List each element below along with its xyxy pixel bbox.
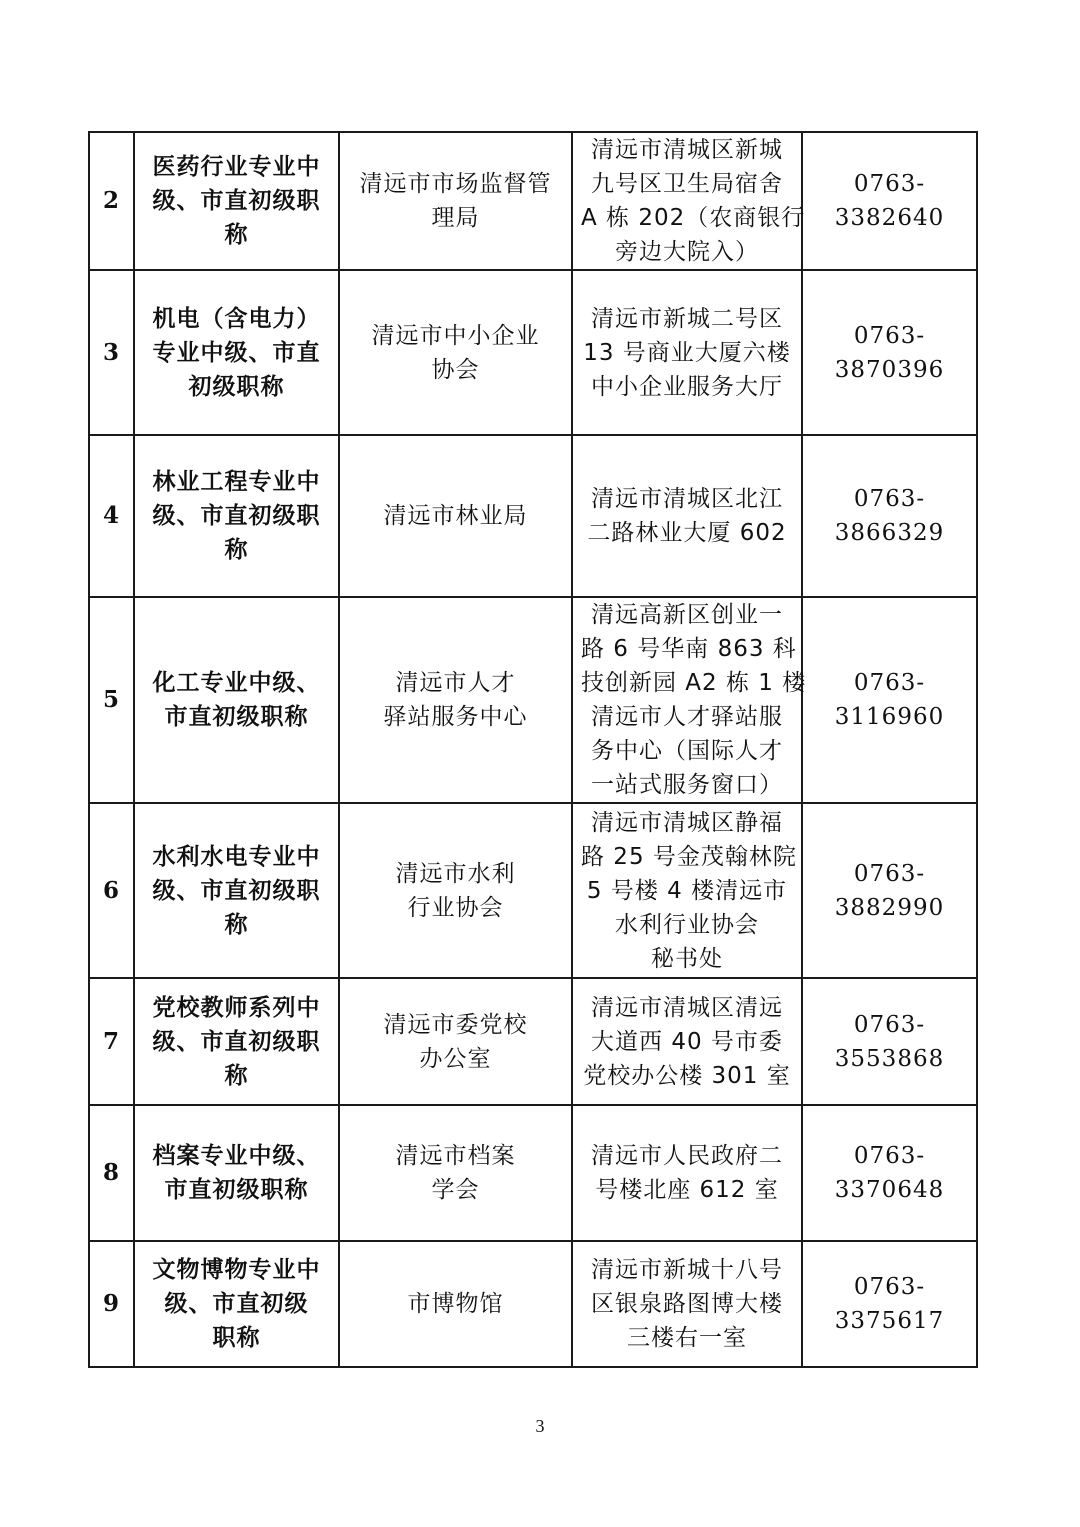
table-row bbox=[89, 132, 977, 270]
category-cell bbox=[134, 1241, 339, 1367]
organization-cell-line: 市博物馆 bbox=[407, 1291, 504, 1317]
category-cell-line: 党校教师系列中 bbox=[152, 994, 321, 1021]
address-cell bbox=[572, 597, 807, 803]
table-row bbox=[89, 1105, 977, 1241]
address-cell bbox=[572, 1241, 802, 1367]
address-cell-line: 清远高新区创业一 bbox=[591, 602, 783, 628]
category-cell-line: 职称 bbox=[212, 1325, 261, 1351]
phone-cell: 0763-3116960 bbox=[802, 597, 977, 803]
address-cell-line: 路 25 号金茂翰林院 bbox=[581, 843, 797, 870]
organization-cell-line: 清远市人才 bbox=[395, 670, 516, 696]
address-cell-line: 中小企业服务大厅 bbox=[591, 373, 783, 400]
address-cell bbox=[572, 435, 802, 597]
category-cell-line: 化工专业中级、 bbox=[152, 670, 321, 696]
address-cell-line: 清远市清城区清远 bbox=[591, 994, 783, 1021]
address-cell-line: 二路林业大厦 602 bbox=[587, 520, 787, 546]
address-cell-line: 九号区卫生局宿舍 bbox=[591, 171, 783, 197]
organization-cell bbox=[339, 270, 572, 435]
organization-cell-line: 清远市水利 bbox=[395, 860, 516, 887]
address-cell bbox=[572, 132, 806, 270]
category-cell bbox=[134, 978, 339, 1105]
organization-cell-line: 理局 bbox=[431, 205, 480, 231]
address-cell-line: 清远市人才驿站服 bbox=[591, 704, 783, 730]
category-cell-line: 级、市直初级职 bbox=[152, 503, 321, 529]
row-number-cell: 6 bbox=[89, 803, 134, 978]
organization-cell-line: 办公室 bbox=[419, 1045, 492, 1072]
category-cell-line: 称 bbox=[224, 222, 249, 248]
organization-cell bbox=[339, 1241, 572, 1367]
page-number: 3 bbox=[535, 1416, 545, 1436]
address-cell-line: 三楼右一室 bbox=[627, 1325, 747, 1351]
address-cell-line: 旁边大院入） bbox=[615, 239, 759, 265]
category-cell bbox=[134, 435, 339, 597]
category-cell-line: 级、市直初级 bbox=[164, 1291, 309, 1317]
organization-cell-line: 清远市市场监督管 bbox=[359, 171, 552, 197]
address-cell-line: 党校办公楼 301 室 bbox=[583, 1062, 791, 1089]
phone-cell: 0763-3375617 bbox=[802, 1241, 977, 1367]
address-cell-line: 5 号楼 4 楼清远市 bbox=[586, 877, 788, 904]
organization-cell bbox=[339, 435, 572, 597]
address-cell-line: 清远市清城区新城 bbox=[591, 137, 783, 163]
organization-cell-line: 清远市委党校 bbox=[383, 1011, 528, 1038]
phone-cell: 0763-3382640 bbox=[802, 132, 977, 270]
address-cell-line: 清远市新城十八号 bbox=[591, 1257, 783, 1283]
category-cell-line: 市直初级职称 bbox=[164, 1177, 309, 1203]
category-cell-line: 机电（含电力） bbox=[152, 305, 321, 332]
category-cell-line: 文物博物专业中 bbox=[152, 1257, 321, 1283]
category-cell-line: 初级职称 bbox=[188, 373, 285, 400]
phone-cell: 0763-3866329 bbox=[802, 435, 977, 597]
address-cell-line: 清远市清城区静福 bbox=[591, 809, 783, 836]
table-row bbox=[89, 597, 977, 803]
phone-cell: 0763-3553868 bbox=[802, 978, 977, 1105]
organization-cell-line: 学会 bbox=[431, 1177, 480, 1203]
table-row bbox=[89, 803, 977, 978]
category-cell-line: 市直初级职称 bbox=[164, 704, 309, 730]
organization-cell bbox=[339, 597, 572, 803]
address-cell-line: 秘书处 bbox=[651, 945, 723, 972]
address-cell-line: 路 6 号华南 863 科 bbox=[581, 636, 797, 662]
row-number-cell: 4 bbox=[89, 435, 134, 597]
table-row bbox=[89, 435, 977, 597]
address-cell-line: 清远市新城二号区 bbox=[591, 305, 783, 332]
address-cell bbox=[572, 1105, 802, 1241]
address-cell-line: 务中心（国际人才 bbox=[591, 738, 783, 764]
phone-cell: 0763-3370648 bbox=[802, 1105, 977, 1241]
address-cell-line: 一站式服务窗口） bbox=[591, 772, 783, 798]
address-cell-line: 技创新园 A2 栋 1 楼 bbox=[581, 670, 807, 696]
table-row bbox=[89, 1241, 977, 1367]
row-number-cell: 3 bbox=[89, 270, 134, 435]
address-cell bbox=[572, 978, 802, 1105]
category-cell bbox=[134, 1105, 339, 1241]
category-cell-line: 级、市直初级职 bbox=[152, 188, 321, 214]
organization-cell bbox=[339, 978, 572, 1105]
row-number-cell: 5 bbox=[89, 597, 134, 803]
category-cell-line: 称 bbox=[224, 1062, 249, 1089]
organization-cell bbox=[339, 803, 572, 978]
category-cell-line: 称 bbox=[224, 911, 249, 938]
table-row bbox=[89, 978, 977, 1105]
address-cell-line: 清远市清城区北江 bbox=[591, 486, 783, 512]
category-cell-line: 水利水电专业中 bbox=[152, 843, 321, 870]
category-cell-line: 级、市直初级职 bbox=[152, 877, 321, 904]
category-cell bbox=[134, 597, 339, 803]
category-cell-line: 级、市直初级职 bbox=[152, 1028, 321, 1055]
category-cell-line: 称 bbox=[224, 537, 249, 563]
category-cell bbox=[134, 803, 339, 978]
address-cell-line: A 栋 202（农商银行 bbox=[581, 205, 806, 231]
organization-cell-line: 清远市档案 bbox=[395, 1143, 516, 1169]
row-number-cell: 8 bbox=[89, 1105, 134, 1241]
organization-cell-line: 协会 bbox=[431, 356, 480, 383]
organization-cell bbox=[339, 132, 572, 270]
category-cell-line: 医药行业专业中 bbox=[152, 154, 321, 180]
address-cell bbox=[572, 803, 802, 978]
phone-cell: 0763-3882990 bbox=[802, 803, 977, 978]
category-cell bbox=[134, 270, 339, 435]
address-cell bbox=[572, 270, 802, 435]
contact-table bbox=[88, 131, 978, 1368]
category-cell-line: 林业工程专业中 bbox=[152, 469, 321, 495]
address-cell-line: 13 号商业大厦六楼 bbox=[583, 339, 791, 366]
row-number-cell: 7 bbox=[89, 978, 134, 1105]
organization-cell-line: 清远市中小企业 bbox=[371, 322, 540, 349]
organization-cell-line: 清远市林业局 bbox=[383, 503, 528, 529]
address-cell-line: 区银泉路图博大楼 bbox=[591, 1291, 783, 1317]
row-number-cell: 2 bbox=[89, 132, 134, 270]
address-cell-line: 水利行业协会 bbox=[615, 911, 759, 938]
phone-cell: 0763-3870396 bbox=[802, 270, 977, 435]
table-body bbox=[89, 132, 977, 1367]
address-cell-line: 清远市人民政府二 bbox=[591, 1143, 783, 1169]
organization-cell-line: 驿站服务中心 bbox=[383, 704, 528, 730]
address-cell-line: 大道西 40 号市委 bbox=[591, 1028, 783, 1055]
category-cell bbox=[134, 132, 339, 270]
table-row bbox=[89, 270, 977, 435]
organization-cell bbox=[339, 1105, 572, 1241]
category-cell-line: 档案专业中级、 bbox=[152, 1143, 321, 1169]
organization-cell-line: 行业协会 bbox=[407, 894, 504, 921]
category-cell-line: 专业中级、市直 bbox=[152, 339, 321, 366]
address-cell-line: 号楼北座 612 室 bbox=[595, 1177, 779, 1203]
row-number-cell: 9 bbox=[89, 1241, 134, 1367]
